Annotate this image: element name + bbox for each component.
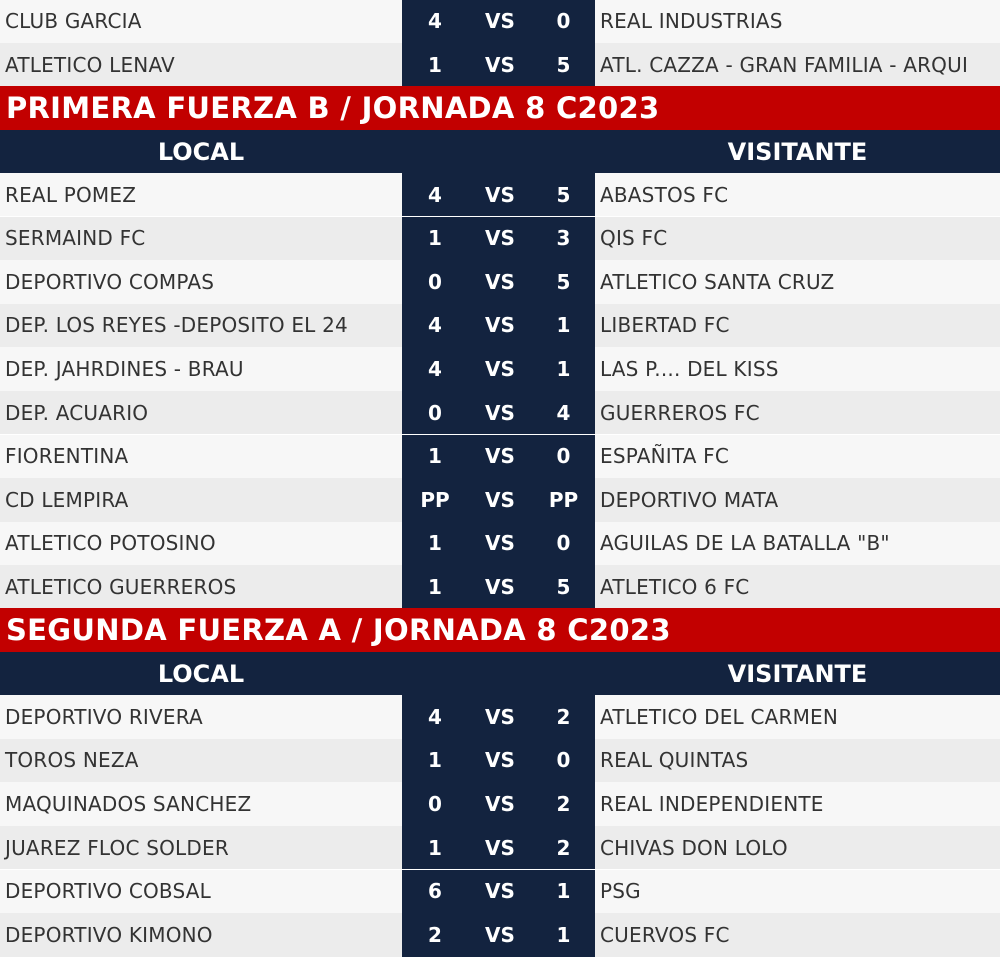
score-box xyxy=(402,173,595,217)
vs-label: VS xyxy=(485,444,515,469)
match-row xyxy=(0,739,1000,783)
match-row xyxy=(0,782,1000,826)
vs-label: VS xyxy=(485,748,515,773)
vs-label: VS xyxy=(485,704,515,729)
visitor-score: PP xyxy=(548,487,579,512)
visitor-team: ABASTOS FC xyxy=(600,182,729,207)
section-title: SEGUNDA FUERZA A / JORNADA 8 C2023 xyxy=(0,608,1000,652)
local-score: 1 xyxy=(428,444,442,469)
match-row xyxy=(0,826,1000,870)
visitor-team: LAS P.... DEL KISS xyxy=(600,357,779,382)
local-team: DEPORTIVO KIMONO xyxy=(5,922,213,947)
match-row xyxy=(0,913,1000,957)
local-score: 4 xyxy=(428,313,442,338)
score-box xyxy=(402,260,595,304)
local-team: DEP. ACUARIO xyxy=(5,400,149,425)
local-team: CLUB GARCIA xyxy=(5,9,142,34)
visitor-score: 1 xyxy=(556,313,571,338)
visitor-team: CHIVAS DON LOLO xyxy=(600,835,788,860)
visitor-team: DEPORTIVO MATA xyxy=(600,487,779,512)
match-row xyxy=(0,565,1000,609)
score-box xyxy=(402,347,595,391)
local-score: 4 xyxy=(428,182,442,207)
vs-label: VS xyxy=(485,269,515,294)
visitor-team: REAL INDUSTRIAS xyxy=(600,9,783,34)
local-score: 1 xyxy=(428,575,442,600)
score-box xyxy=(402,0,595,43)
visitor-team: ESPAÑITA FC xyxy=(600,444,730,469)
score-box xyxy=(402,565,595,609)
score-box xyxy=(402,913,595,957)
score-box xyxy=(402,739,595,783)
visitor-score: 0 xyxy=(556,9,571,34)
score-box xyxy=(402,695,595,739)
match-row xyxy=(0,173,1000,217)
visitor-score: 5 xyxy=(556,269,571,294)
vs-label: VS xyxy=(485,575,515,600)
vs-label: VS xyxy=(485,531,515,556)
local-team: TOROS NEZA xyxy=(5,748,139,773)
score-box xyxy=(402,304,595,348)
score-box xyxy=(402,478,595,522)
visitor-team: LIBERTAD FC xyxy=(600,313,730,338)
visitor-score: 5 xyxy=(556,182,571,207)
local-score: 0 xyxy=(428,269,442,294)
visitor-team: GUERREROS FC xyxy=(600,400,760,425)
visitor-team: ATLETICO 6 FC xyxy=(600,575,750,600)
visitor-team: REAL QUINTAS xyxy=(600,748,749,773)
local-team: ATLETICO POTOSINO xyxy=(5,531,216,556)
vs-label: VS xyxy=(485,182,515,207)
score-box xyxy=(402,217,595,261)
local-score: 4 xyxy=(428,357,442,382)
column-header xyxy=(0,652,1000,696)
local-team: CD LEMPIRA xyxy=(5,487,129,512)
vs-label: VS xyxy=(485,487,515,512)
match-row xyxy=(0,478,1000,522)
visitor-team: REAL INDEPENDIENTE xyxy=(600,792,824,817)
local-team: ATLETICO LENAV xyxy=(5,52,175,77)
local-score: 6 xyxy=(428,879,442,904)
local-score: 4 xyxy=(428,9,442,34)
visitor-score: 1 xyxy=(556,879,571,904)
vs-label: VS xyxy=(485,879,515,904)
local-team: DEPORTIVO COMPAS xyxy=(5,269,215,294)
visitor-column-label: VISITANTE xyxy=(727,137,868,166)
visitor-score: 2 xyxy=(556,704,571,729)
score-box xyxy=(402,870,595,914)
score-box xyxy=(402,826,595,870)
visitor-score: 1 xyxy=(556,357,571,382)
match-row xyxy=(0,695,1000,739)
visitor-score: 0 xyxy=(556,748,571,773)
match-row xyxy=(0,522,1000,566)
visitor-team: ATLETICO SANTA CRUZ xyxy=(600,269,835,294)
local-team: FIORENTINA xyxy=(5,444,129,469)
vs-label: VS xyxy=(485,835,515,860)
local-score: 1 xyxy=(428,226,442,251)
visitor-team: CUERVOS FC xyxy=(600,922,730,947)
visitor-score: 5 xyxy=(556,575,571,600)
section-title: PRIMERA FUERZA B / JORNADA 8 C2023 xyxy=(0,86,1000,130)
local-team: DEPORTIVO COBSAL xyxy=(5,879,211,904)
match-row xyxy=(0,391,1000,435)
local-team: DEP. LOS REYES -DEPOSITO EL 24 xyxy=(5,313,348,338)
match-row xyxy=(0,217,1000,261)
visitor-score: 0 xyxy=(556,531,571,556)
local-team: DEPORTIVO RIVERA xyxy=(5,704,203,729)
local-score: PP xyxy=(420,487,450,512)
visitor-team: QIS FC xyxy=(600,226,668,251)
local-team: DEP. JAHRDINES - BRAU xyxy=(5,357,244,382)
match-row xyxy=(0,435,1000,479)
local-team: SERMAIND FC xyxy=(5,226,146,251)
match-row xyxy=(0,347,1000,391)
local-score: 0 xyxy=(428,400,442,425)
local-team: ATLETICO GUERREROS xyxy=(5,575,237,600)
vs-label: VS xyxy=(485,792,515,817)
visitor-score: 5 xyxy=(556,52,571,77)
score-box xyxy=(402,782,595,826)
visitor-score: 4 xyxy=(556,400,571,425)
visitor-score: 3 xyxy=(556,226,571,251)
visitor-score: 1 xyxy=(556,922,571,947)
vs-label: VS xyxy=(485,400,515,425)
visitor-score: 0 xyxy=(556,444,571,469)
local-column-label: LOCAL xyxy=(157,660,245,688)
match-row xyxy=(0,304,1000,348)
score-box xyxy=(402,43,595,87)
column-header xyxy=(0,130,1000,174)
visitor-team: PSG xyxy=(600,879,641,904)
visitor-score: 2 xyxy=(556,792,571,817)
vs-label: VS xyxy=(485,226,515,251)
match-row xyxy=(0,870,1000,914)
visitor-team: ATL. CAZZA - GRAN FAMILIA - ARQUI xyxy=(600,52,969,77)
vs-label: VS xyxy=(485,922,515,947)
local-score: 4 xyxy=(428,704,442,729)
visitor-team: ATLETICO DEL CARMEN xyxy=(600,704,839,729)
vs-label: VS xyxy=(485,9,515,34)
local-score: 2 xyxy=(428,922,442,947)
local-score: 1 xyxy=(428,531,442,556)
local-score: 1 xyxy=(428,748,442,773)
local-score: 1 xyxy=(428,52,442,77)
vs-label: VS xyxy=(485,357,515,382)
local-score: 1 xyxy=(428,835,442,860)
match-row xyxy=(0,43,1000,87)
local-team: REAL POMEZ xyxy=(5,182,137,207)
match-row xyxy=(0,260,1000,304)
visitor-team: AGUILAS DE LA BATALLA "B" xyxy=(600,531,890,556)
score-box xyxy=(402,435,595,479)
local-column-label: LOCAL xyxy=(157,137,245,166)
match-row xyxy=(0,0,1000,43)
visitor-score: 2 xyxy=(556,835,571,860)
local-team: JUAREZ FLOC SOLDER xyxy=(5,835,229,860)
vs-label: VS xyxy=(485,313,515,338)
score-box xyxy=(402,522,595,566)
visitor-column-label: VISITANTE xyxy=(727,660,868,688)
local-score: 0 xyxy=(428,792,442,817)
local-team: MAQUINADOS SANCHEZ xyxy=(5,792,252,817)
score-box xyxy=(402,391,595,435)
vs-label: VS xyxy=(485,52,515,77)
